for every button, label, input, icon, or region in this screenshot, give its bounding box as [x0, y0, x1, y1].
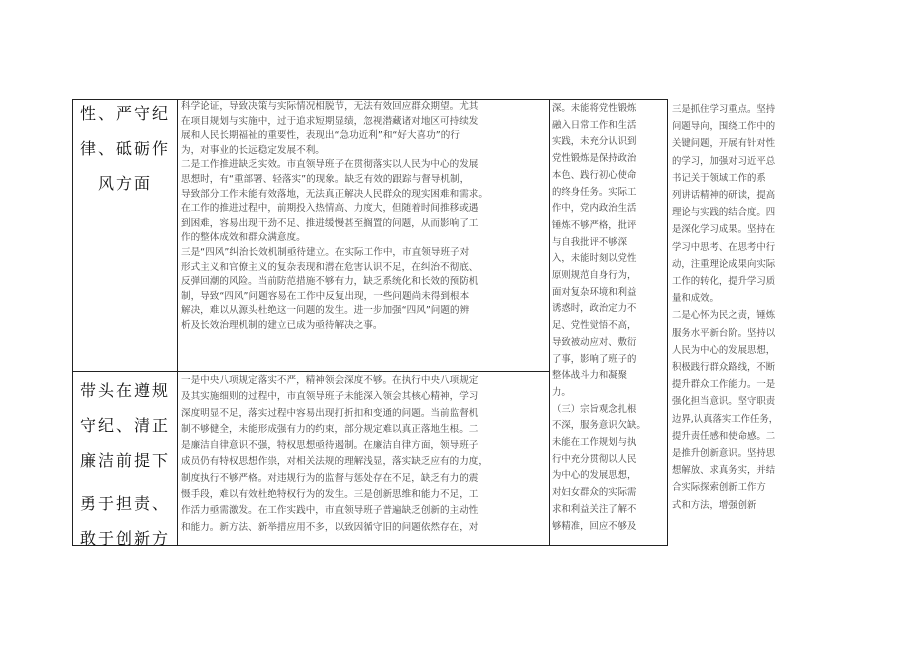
section-1-heading	[76, 101, 174, 194]
content-line: 行中充分贯彻以人民	[552, 453, 637, 465]
content-line: 在项目规划与实施中，过于追求短期显绩，忽视潜藏诸对地区可持续发	[181, 115, 479, 127]
section-1-content	[181, 100, 547, 334]
content-line: 导致被动应对、敷衍	[552, 336, 637, 348]
content-line: 三是“四风”纠治长效机制亟待建立。在实际工作中，市直领导班子对	[181, 246, 470, 258]
content-line: 作中，党内政治生活	[552, 203, 637, 215]
content-line: 量和成效。	[672, 293, 719, 305]
content-line: 到困难，容易出现干劲不足、推进缓慢甚至搁置的问题，从而影响了工	[181, 217, 479, 229]
table-column-divider-2	[549, 99, 550, 546]
content-line: 动，注重理论成果向实际	[672, 258, 776, 270]
content-line: 党性锻炼是保持政治	[552, 153, 637, 165]
content-line: 一是中央八项规定落实不严，精神领会深度不够。在执行中央八项规定	[181, 375, 479, 386]
content-line: 对妇女群众的实际需	[552, 487, 637, 499]
content-line: 析及长效治理机制的建立已成为亟待解决之事。	[181, 319, 383, 331]
content-line: 理论与实践的结合度。四	[672, 207, 776, 219]
content-line: 边界,认真落实工作任务，	[672, 413, 779, 425]
heading-line: 守纪、清正	[79, 416, 170, 435]
column-4-content	[672, 101, 802, 514]
content-line: 深。未能将党性锻炼	[552, 103, 637, 114]
content-line: 成员仍有特权思想作祟，对相关法规的理解浅显，落实缺乏应有的力度，	[181, 456, 488, 468]
content-line: 制，导致“四风”问题容易在工作中反复出现，一些问题尚未得到根本	[181, 290, 470, 302]
content-line: 形式主义和官僚主义的复杂表现和潜在危害认识不足，在纠治不彻底、	[181, 261, 479, 273]
content-line: 不深，服务意识欠缺。	[552, 420, 646, 432]
content-line: 列讲话精神的研读，提高	[672, 190, 776, 202]
column-3-content	[552, 101, 666, 535]
content-line: 科学论证，导致决策与实际情况相脱节，无法有效回应群众期望。尤其	[181, 101, 479, 112]
content-line: 是廉洁自律意识不强，特权思想亟待遏制。在廉洁自律方面，领导班子	[181, 440, 479, 452]
content-line: 入，未能时刻以党性	[552, 253, 637, 265]
content-line: 力。	[552, 386, 571, 398]
content-line: 解决，难以从源头杜绝这一问题的发生。进一步加强“四风”问题的辨	[181, 305, 470, 317]
content-line: 作的整体成效和群众满意度。	[181, 232, 306, 244]
content-line: 制度执行不够严格。对违规行为的监督与惩处存在不足，缺乏有力的震	[181, 472, 479, 484]
content-line: 及其实施细则的过程中，市直领导班子未能深入领会其核心精神，学习	[181, 391, 479, 403]
content-line: 与自我批评不够深	[552, 236, 628, 248]
content-line: 为，对事业的长远稳定发展不利。	[181, 144, 325, 156]
content-line: 在工作的推进过程中，前期投入热情高、力度大，但随着时间推移或遇	[181, 203, 479, 215]
content-line: 展和人民长期福祉的重要性，表现出“急功近利”和“好大喜功”的行	[181, 130, 460, 142]
content-line: 为中心的发展思想，	[552, 470, 637, 482]
content-line: 想解放、求真务实，并结	[672, 465, 776, 477]
content-line: 的终身任务。实际工	[552, 186, 637, 198]
heading-line: 律、砥砺作	[79, 139, 170, 158]
content-line: 够精准，回应不够及	[552, 520, 637, 532]
content-line: 作活力亟需激发。在工作实践中，市直领导班子普遍缺乏创新的主动性	[181, 505, 479, 517]
content-line: 问题导向，围绕工作中的	[672, 121, 776, 133]
content-line: 是推升创新意识。坚持思	[672, 448, 776, 460]
table-middle-divider	[72, 371, 550, 372]
content-line: 关键问题，开展有针对性	[672, 138, 776, 150]
content-line: 提升责任感和使命感。二	[672, 430, 776, 442]
content-line: 人民为中心的发展思想，	[672, 344, 776, 356]
content-line: 未能在工作规划与执	[552, 437, 637, 449]
content-line: 深度明显不足，落实过程中容易出现打折扣和变通的问题。当前监督机	[181, 407, 479, 419]
content-line: 慑手段，难以有效杜绝特权行为的发生。三是创新思维和能力不足，工	[181, 489, 479, 501]
content-line: 学习中思考、在思考中行	[672, 241, 776, 253]
content-line: （三）宗旨观念扎根	[552, 403, 637, 415]
content-line: 面对复杂环境和利益	[552, 286, 637, 298]
content-line: 和能力。新方法、新举措应用不多，以致因循守旧的问题依然存在，对	[181, 521, 479, 533]
content-line: 思想时，有“重部署、轻落实”的现象。缺乏有效的跟踪与督导机制，	[181, 173, 470, 185]
table-left-border	[72, 99, 73, 546]
content-line: 足、党性觉悟不高，	[552, 320, 637, 332]
heading-line: 风方面	[97, 174, 152, 193]
content-line: 合实际探索创新工作方	[672, 482, 766, 494]
content-line: 了事，影响了班子的	[552, 353, 637, 365]
heading-line: 性、严守纪	[79, 104, 170, 123]
content-line: 实践，未充分认识到	[552, 136, 637, 148]
content-line: 融入日常工作和生活	[552, 119, 637, 131]
content-line: 整体战斗力和凝聚	[552, 370, 628, 382]
content-line: 式和方法，增强创新	[672, 499, 757, 511]
content-line: 是深化学习成果。坚持在	[672, 224, 776, 236]
table-column-divider-3	[667, 99, 668, 546]
content-line: 三是抓住学习重点。坚持	[672, 104, 776, 115]
content-line: 强化担当意识。坚守职责	[672, 396, 776, 408]
section-2-content	[181, 373, 547, 536]
heading-line: 勇于担责、	[79, 494, 170, 513]
heading-line: 廉洁前提下	[79, 451, 170, 470]
heading-line: 带头在遵规	[79, 381, 170, 400]
content-line: 反弹回潮的风险。当前防范措施不够有力，缺乏系统化和长效的预防机	[181, 276, 479, 288]
content-line: 提升群众工作能力。一是	[672, 379, 776, 391]
content-line: 导致部分工作未能有效落地，无法真正解决人民群众的现实困难和需求。	[181, 188, 488, 200]
content-line: 的学习，加强对习近平总	[672, 155, 776, 167]
content-line: 本色、践行初心使命	[552, 169, 637, 181]
content-line: 二是工作推进缺乏实效。市直领导班子在贯彻落实以人民为中心的发展	[181, 159, 479, 171]
content-line: 原则规范自身行为，	[552, 270, 637, 282]
content-line: 制不够健全，未能形成强有力的约束，部分规定难以真正落地生根。二	[181, 423, 479, 435]
table-column-divider-1	[177, 99, 178, 546]
content-line: 书记关于领域工作的系	[672, 172, 766, 184]
content-line: 二是心怀为民之责，锤炼	[672, 310, 776, 322]
content-line: 积极践行群众路线，不断	[672, 362, 776, 374]
content-line: 诱惑时，政治定力不	[552, 303, 637, 315]
content-line: 锤炼不够严格，批评	[552, 219, 637, 231]
content-line: 服务水平新台阶。坚持以	[672, 327, 776, 339]
heading-line: 敢于创新方	[79, 529, 170, 548]
content-line: 求和利益关注了解不	[552, 503, 637, 515]
section-2-heading	[76, 378, 174, 549]
content-line: 工作的转化，提升学习质	[672, 276, 776, 288]
